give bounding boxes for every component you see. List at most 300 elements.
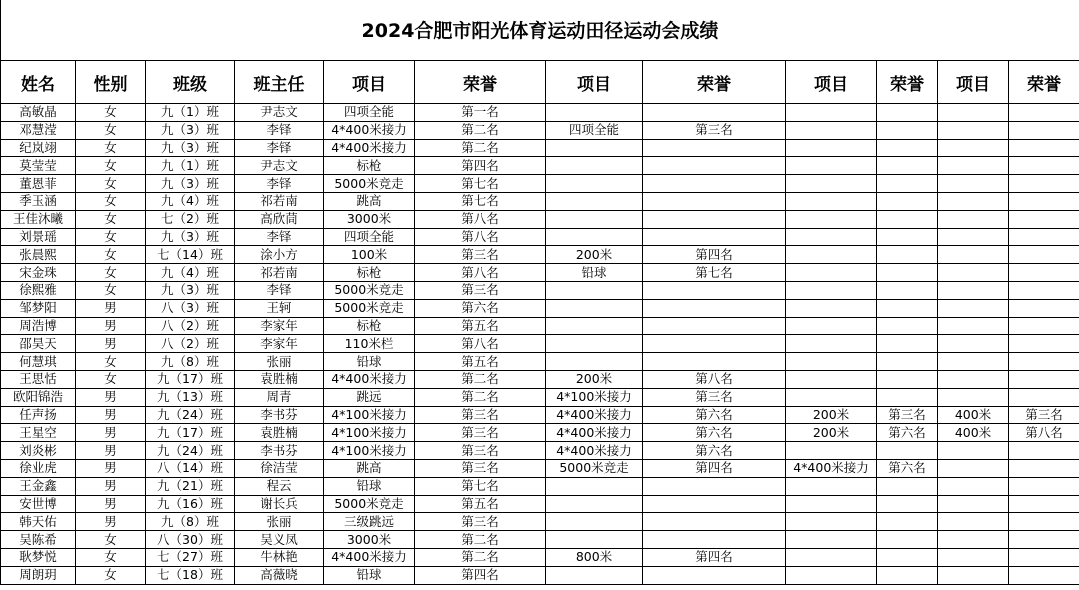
cell-class: 九（17）班 xyxy=(146,424,235,442)
cell-gender: 女 xyxy=(76,246,146,264)
cell-gender: 女 xyxy=(76,157,146,175)
cell-event-2 xyxy=(546,192,643,210)
cell-honor-4 xyxy=(1009,548,1079,566)
cell-gender: 男 xyxy=(76,424,146,442)
cell-honor-3 xyxy=(877,228,938,246)
cell-honor-4 xyxy=(1009,477,1079,495)
cell-gender: 男 xyxy=(76,442,146,460)
cell-event-1: 铅球 xyxy=(324,566,415,584)
cell-event-3 xyxy=(786,281,877,299)
sheet-title: 2024合肥市阳光体育运动田径运动会成绩 xyxy=(0,0,1079,60)
cell-event-4 xyxy=(938,139,1009,157)
cell-event-4 xyxy=(938,317,1009,335)
cell-gender: 男 xyxy=(76,477,146,495)
cell-class: 七（27）班 xyxy=(146,548,235,566)
cell-honor-2 xyxy=(643,192,786,210)
cell-name: 纪岚翊 xyxy=(1,139,76,157)
cell-honor-2 xyxy=(643,228,786,246)
cell-honor-3 xyxy=(877,246,938,264)
cell-honor-3 xyxy=(877,299,938,317)
cell-teacher: 李书芬 xyxy=(235,406,324,424)
cell-event-2 xyxy=(546,317,643,335)
cell-event-2: 四项全能 xyxy=(546,121,643,139)
cell-honor-1: 第七名 xyxy=(415,192,546,210)
cell-class: 九（4）班 xyxy=(146,264,235,282)
cell-honor-1: 第三名 xyxy=(415,513,546,531)
cell-event-4 xyxy=(938,353,1009,371)
cell-honor-2 xyxy=(643,317,786,335)
cell-honor-4 xyxy=(1009,281,1079,299)
cell-honor-3 xyxy=(877,548,938,566)
cell-honor-1: 第三名 xyxy=(415,246,546,264)
cell-name: 何慧琪 xyxy=(1,353,76,371)
cell-event-1: 跳高 xyxy=(324,459,415,477)
cell-class: 九（1）班 xyxy=(146,104,235,122)
cell-event-1: 跳远 xyxy=(324,388,415,406)
cell-gender: 女 xyxy=(76,228,146,246)
cell-name: 耿梦悦 xyxy=(1,548,76,566)
header-event-1: 项目 xyxy=(324,61,415,104)
cell-teacher: 李铎 xyxy=(235,228,324,246)
cell-event-2 xyxy=(546,566,643,584)
cell-event-4 xyxy=(938,388,1009,406)
cell-event-1: 四项全能 xyxy=(324,104,415,122)
cell-honor-4 xyxy=(1009,299,1079,317)
cell-class: 九（3）班 xyxy=(146,228,235,246)
table-row xyxy=(1,175,1079,193)
cell-event-4 xyxy=(938,459,1009,477)
cell-event-1: 4*400米接力 xyxy=(324,370,415,388)
cell-event-4: 400米 xyxy=(938,406,1009,424)
cell-event-3 xyxy=(786,388,877,406)
cell-event-3: 200米 xyxy=(786,424,877,442)
cell-teacher: 尹志文 xyxy=(235,104,324,122)
cell-event-2 xyxy=(546,281,643,299)
cell-event-2 xyxy=(546,477,643,495)
cell-honor-4 xyxy=(1009,139,1079,157)
cell-gender: 男 xyxy=(76,495,146,513)
cell-name: 韩天佑 xyxy=(1,513,76,531)
cell-name: 董恩菲 xyxy=(1,175,76,193)
cell-event-1: 4*100米接力 xyxy=(324,406,415,424)
cell-event-4 xyxy=(938,513,1009,531)
cell-honor-1: 第二名 xyxy=(415,139,546,157)
cell-honor-1: 第七名 xyxy=(415,175,546,193)
cell-honor-4 xyxy=(1009,317,1079,335)
table-row xyxy=(1,459,1079,477)
cell-honor-1: 第二名 xyxy=(415,388,546,406)
cell-honor-3 xyxy=(877,175,938,193)
cell-honor-3 xyxy=(877,566,938,584)
cell-class: 九（4）班 xyxy=(146,192,235,210)
cell-teacher: 尹志文 xyxy=(235,157,324,175)
cell-honor-3 xyxy=(877,335,938,353)
cell-honor-2 xyxy=(643,353,786,371)
cell-honor-2: 第三名 xyxy=(643,121,786,139)
cell-teacher: 李铎 xyxy=(235,121,324,139)
cell-event-2 xyxy=(546,335,643,353)
cell-honor-4 xyxy=(1009,459,1079,477)
cell-event-2 xyxy=(546,531,643,549)
cell-class: 七（14）班 xyxy=(146,246,235,264)
cell-event-1: 4*100米接力 xyxy=(324,424,415,442)
cell-teacher: 张丽 xyxy=(235,513,324,531)
cell-honor-1: 第八名 xyxy=(415,228,546,246)
table-row xyxy=(1,246,1079,264)
cell-event-3 xyxy=(786,157,877,175)
cell-class: 七（18）班 xyxy=(146,566,235,584)
cell-honor-4 xyxy=(1009,388,1079,406)
cell-event-1: 4*400米接力 xyxy=(324,121,415,139)
cell-honor-2 xyxy=(643,335,786,353)
cell-class: 九（21）班 xyxy=(146,477,235,495)
cell-event-3 xyxy=(786,566,877,584)
cell-event-3: 200米 xyxy=(786,406,877,424)
cell-event-3 xyxy=(786,175,877,193)
cell-gender: 男 xyxy=(76,335,146,353)
cell-honor-3 xyxy=(877,513,938,531)
cell-event-1: 3000米 xyxy=(324,531,415,549)
cell-honor-1: 第二名 xyxy=(415,548,546,566)
cell-event-1: 铅球 xyxy=(324,353,415,371)
cell-event-3 xyxy=(786,210,877,228)
cell-event-4 xyxy=(938,281,1009,299)
cell-name: 徐熙雅 xyxy=(1,281,76,299)
cell-name: 邓慧滢 xyxy=(1,121,76,139)
cell-teacher: 牛林艳 xyxy=(235,548,324,566)
cell-event-4 xyxy=(938,370,1009,388)
cell-name: 周朗玥 xyxy=(1,566,76,584)
cell-event-2 xyxy=(546,210,643,228)
cell-event-3 xyxy=(786,335,877,353)
cell-event-3 xyxy=(786,495,877,513)
cell-honor-4 xyxy=(1009,121,1079,139)
cell-honor-4 xyxy=(1009,370,1079,388)
cell-honor-2 xyxy=(643,566,786,584)
cell-name: 莫莹莹 xyxy=(1,157,76,175)
cell-event-2: 4*400米接力 xyxy=(546,424,643,442)
cell-teacher: 张丽 xyxy=(235,353,324,371)
table-row xyxy=(1,442,1079,460)
table-row xyxy=(1,477,1079,495)
header-name: 姓名 xyxy=(1,61,76,104)
cell-class: 八（30）班 xyxy=(146,531,235,549)
table-row xyxy=(1,370,1079,388)
cell-class: 九（8）班 xyxy=(146,353,235,371)
cell-event-4 xyxy=(938,477,1009,495)
cell-event-3 xyxy=(786,104,877,122)
cell-gender: 男 xyxy=(76,299,146,317)
cell-teacher: 涂小方 xyxy=(235,246,324,264)
cell-event-3 xyxy=(786,192,877,210)
cell-name: 欧阳锦浩 xyxy=(1,388,76,406)
cell-event-1: 四项全能 xyxy=(324,228,415,246)
cell-event-2 xyxy=(546,139,643,157)
table-row xyxy=(1,424,1079,442)
cell-name: 宋金珠 xyxy=(1,264,76,282)
cell-class: 九（24）班 xyxy=(146,442,235,460)
cell-teacher: 高薇晓 xyxy=(235,566,324,584)
header-honor-4: 荣誉 xyxy=(1009,61,1079,104)
cell-gender: 女 xyxy=(76,370,146,388)
cell-gender: 女 xyxy=(76,104,146,122)
cell-event-2: 800米 xyxy=(546,548,643,566)
cell-teacher: 李铎 xyxy=(235,175,324,193)
cell-class: 九（8）班 xyxy=(146,513,235,531)
cell-teacher: 李家年 xyxy=(235,335,324,353)
cell-class: 九（24）班 xyxy=(146,406,235,424)
cell-name: 邵昊天 xyxy=(1,335,76,353)
table-row xyxy=(1,121,1079,139)
cell-honor-4 xyxy=(1009,335,1079,353)
cell-event-4 xyxy=(938,335,1009,353)
cell-event-4 xyxy=(938,157,1009,175)
cell-honor-4 xyxy=(1009,228,1079,246)
cell-honor-1: 第三名 xyxy=(415,406,546,424)
cell-event-2 xyxy=(546,228,643,246)
table-row xyxy=(1,228,1079,246)
cell-event-1: 三级跳远 xyxy=(324,513,415,531)
header-event-2: 项目 xyxy=(546,61,643,104)
cell-honor-2 xyxy=(643,104,786,122)
table-row xyxy=(1,192,1079,210)
cell-honor-1: 第四名 xyxy=(415,157,546,175)
cell-name: 周浩博 xyxy=(1,317,76,335)
cell-gender: 女 xyxy=(76,192,146,210)
cell-event-2: 4*100米接力 xyxy=(546,388,643,406)
cell-honor-1: 第五名 xyxy=(415,353,546,371)
cell-teacher: 李铎 xyxy=(235,139,324,157)
cell-gender: 女 xyxy=(76,175,146,193)
cell-gender: 女 xyxy=(76,548,146,566)
cell-honor-1: 第三名 xyxy=(415,442,546,460)
cell-name: 王佳沐曦 xyxy=(1,210,76,228)
cell-honor-3 xyxy=(877,495,938,513)
cell-name: 邹梦阳 xyxy=(1,299,76,317)
cell-honor-2: 第三名 xyxy=(643,388,786,406)
cell-honor-4 xyxy=(1009,531,1079,549)
cell-event-4 xyxy=(938,548,1009,566)
cell-event-3 xyxy=(786,531,877,549)
cell-teacher: 李铎 xyxy=(235,281,324,299)
cell-honor-3 xyxy=(877,388,938,406)
cell-event-3 xyxy=(786,317,877,335)
cell-honor-3 xyxy=(877,264,938,282)
cell-class: 八（2）班 xyxy=(146,335,235,353)
cell-honor-3: 第六名 xyxy=(877,424,938,442)
cell-teacher: 王轲 xyxy=(235,299,324,317)
cell-honor-4 xyxy=(1009,210,1079,228)
cell-honor-3 xyxy=(877,353,938,371)
cell-honor-3 xyxy=(877,442,938,460)
table-row xyxy=(1,513,1079,531)
cell-honor-1: 第二名 xyxy=(415,121,546,139)
cell-gender: 男 xyxy=(76,459,146,477)
cell-event-2: 200米 xyxy=(546,370,643,388)
table-row xyxy=(1,210,1079,228)
table-row xyxy=(1,104,1079,122)
cell-honor-2: 第六名 xyxy=(643,406,786,424)
cell-name: 任声扬 xyxy=(1,406,76,424)
cell-class: 八（2）班 xyxy=(146,317,235,335)
cell-honor-3 xyxy=(877,121,938,139)
cell-teacher: 祁若南 xyxy=(235,192,324,210)
cell-event-2 xyxy=(546,299,643,317)
cell-honor-2: 第七名 xyxy=(643,264,786,282)
cell-class: 九（3）班 xyxy=(146,281,235,299)
cell-event-3 xyxy=(786,264,877,282)
cell-teacher: 袁胜楠 xyxy=(235,424,324,442)
cell-event-1: 110米栏 xyxy=(324,335,415,353)
cell-honor-2: 第六名 xyxy=(643,442,786,460)
cell-honor-1: 第六名 xyxy=(415,299,546,317)
cell-honor-4 xyxy=(1009,442,1079,460)
cell-event-1: 标枪 xyxy=(324,317,415,335)
cell-event-4 xyxy=(938,566,1009,584)
cell-event-1: 5000米竞走 xyxy=(324,299,415,317)
cell-teacher: 程云 xyxy=(235,477,324,495)
cell-honor-1: 第八名 xyxy=(415,335,546,353)
cell-event-1: 3000米 xyxy=(324,210,415,228)
cell-event-3 xyxy=(786,477,877,495)
cell-honor-3 xyxy=(877,104,938,122)
cell-honor-1: 第四名 xyxy=(415,566,546,584)
cell-gender: 男 xyxy=(76,406,146,424)
cell-honor-1: 第三名 xyxy=(415,424,546,442)
header-row xyxy=(1,61,1079,104)
cell-event-4 xyxy=(938,299,1009,317)
cell-event-1: 4*400米接力 xyxy=(324,139,415,157)
cell-honor-4 xyxy=(1009,175,1079,193)
cell-event-2 xyxy=(546,513,643,531)
cell-honor-2: 第六名 xyxy=(643,424,786,442)
cell-class: 九（16）班 xyxy=(146,495,235,513)
cell-event-1: 5000米竞走 xyxy=(324,281,415,299)
cell-honor-1: 第一名 xyxy=(415,104,546,122)
cell-honor-4 xyxy=(1009,566,1079,584)
cell-honor-1: 第三名 xyxy=(415,459,546,477)
cell-class: 九（3）班 xyxy=(146,121,235,139)
cell-honor-1: 第五名 xyxy=(415,317,546,335)
cell-honor-1: 第八名 xyxy=(415,210,546,228)
cell-honor-2: 第四名 xyxy=(643,548,786,566)
cell-event-4 xyxy=(938,246,1009,264)
cell-honor-2 xyxy=(643,157,786,175)
header-class: 班级 xyxy=(146,61,235,104)
cell-teacher: 祁若南 xyxy=(235,264,324,282)
cell-event-3 xyxy=(786,139,877,157)
cell-teacher: 高欣茼 xyxy=(235,210,324,228)
cell-event-1: 4*100米接力 xyxy=(324,442,415,460)
cell-event-2: 4*400米接力 xyxy=(546,442,643,460)
cell-name: 安世博 xyxy=(1,495,76,513)
cell-event-1: 标枪 xyxy=(324,264,415,282)
cell-teacher: 李书芬 xyxy=(235,442,324,460)
results-table xyxy=(0,60,1079,585)
header-honor-1: 荣誉 xyxy=(415,61,546,104)
cell-name: 王星空 xyxy=(1,424,76,442)
table-row xyxy=(1,281,1079,299)
cell-name: 王思恬 xyxy=(1,370,76,388)
table-row xyxy=(1,531,1079,549)
table-row xyxy=(1,353,1079,371)
cell-honor-1: 第二名 xyxy=(415,531,546,549)
cell-name: 王金鑫 xyxy=(1,477,76,495)
cell-honor-2 xyxy=(643,477,786,495)
cell-honor-3: 第六名 xyxy=(877,459,938,477)
table-row xyxy=(1,264,1079,282)
cell-honor-3 xyxy=(877,317,938,335)
cell-event-3 xyxy=(786,121,877,139)
cell-event-4 xyxy=(938,192,1009,210)
cell-honor-3 xyxy=(877,139,938,157)
cell-event-2 xyxy=(546,175,643,193)
cell-class: 九（1）班 xyxy=(146,157,235,175)
cell-gender: 男 xyxy=(76,513,146,531)
cell-honor-3 xyxy=(877,210,938,228)
cell-event-2: 4*400米接力 xyxy=(546,406,643,424)
cell-gender: 女 xyxy=(76,210,146,228)
cell-honor-3: 第三名 xyxy=(877,406,938,424)
cell-event-3 xyxy=(786,548,877,566)
cell-event-4 xyxy=(938,121,1009,139)
cell-name: 刘炎彬 xyxy=(1,442,76,460)
cell-class: 八（14）班 xyxy=(146,459,235,477)
cell-event-2 xyxy=(546,353,643,371)
table-row xyxy=(1,139,1079,157)
cell-event-1: 4*400米接力 xyxy=(324,548,415,566)
cell-honor-2: 第八名 xyxy=(643,370,786,388)
cell-event-1: 100米 xyxy=(324,246,415,264)
table-row xyxy=(1,335,1079,353)
cell-event-2 xyxy=(546,495,643,513)
cell-honor-4 xyxy=(1009,353,1079,371)
cell-event-2 xyxy=(546,104,643,122)
cell-honor-2 xyxy=(643,513,786,531)
cell-gender: 女 xyxy=(76,264,146,282)
cell-honor-2 xyxy=(643,495,786,513)
cell-honor-4 xyxy=(1009,495,1079,513)
cell-honor-3 xyxy=(877,370,938,388)
cell-event-3 xyxy=(786,442,877,460)
cell-teacher: 李家年 xyxy=(235,317,324,335)
cell-teacher: 谢长兵 xyxy=(235,495,324,513)
cell-event-4 xyxy=(938,104,1009,122)
cell-name: 季玉涵 xyxy=(1,192,76,210)
table-row xyxy=(1,548,1079,566)
cell-honor-1: 第八名 xyxy=(415,264,546,282)
cell-name: 刘景瑶 xyxy=(1,228,76,246)
cell-event-3 xyxy=(786,353,877,371)
header-gender: 性别 xyxy=(76,61,146,104)
cell-event-3 xyxy=(786,513,877,531)
cell-honor-1: 第七名 xyxy=(415,477,546,495)
cell-gender: 女 xyxy=(76,566,146,584)
cell-honor-4 xyxy=(1009,104,1079,122)
cell-gender: 女 xyxy=(76,531,146,549)
cell-event-4: 400米 xyxy=(938,424,1009,442)
cell-teacher: 袁胜楠 xyxy=(235,370,324,388)
cell-teacher: 周青 xyxy=(235,388,324,406)
cell-class: 九（17）班 xyxy=(146,370,235,388)
table-row xyxy=(1,495,1079,513)
cell-honor-1: 第五名 xyxy=(415,495,546,513)
header-honor-3: 荣誉 xyxy=(877,61,938,104)
cell-event-2: 铅球 xyxy=(546,264,643,282)
cell-honor-2 xyxy=(643,210,786,228)
cell-honor-2 xyxy=(643,531,786,549)
cell-event-4 xyxy=(938,228,1009,246)
